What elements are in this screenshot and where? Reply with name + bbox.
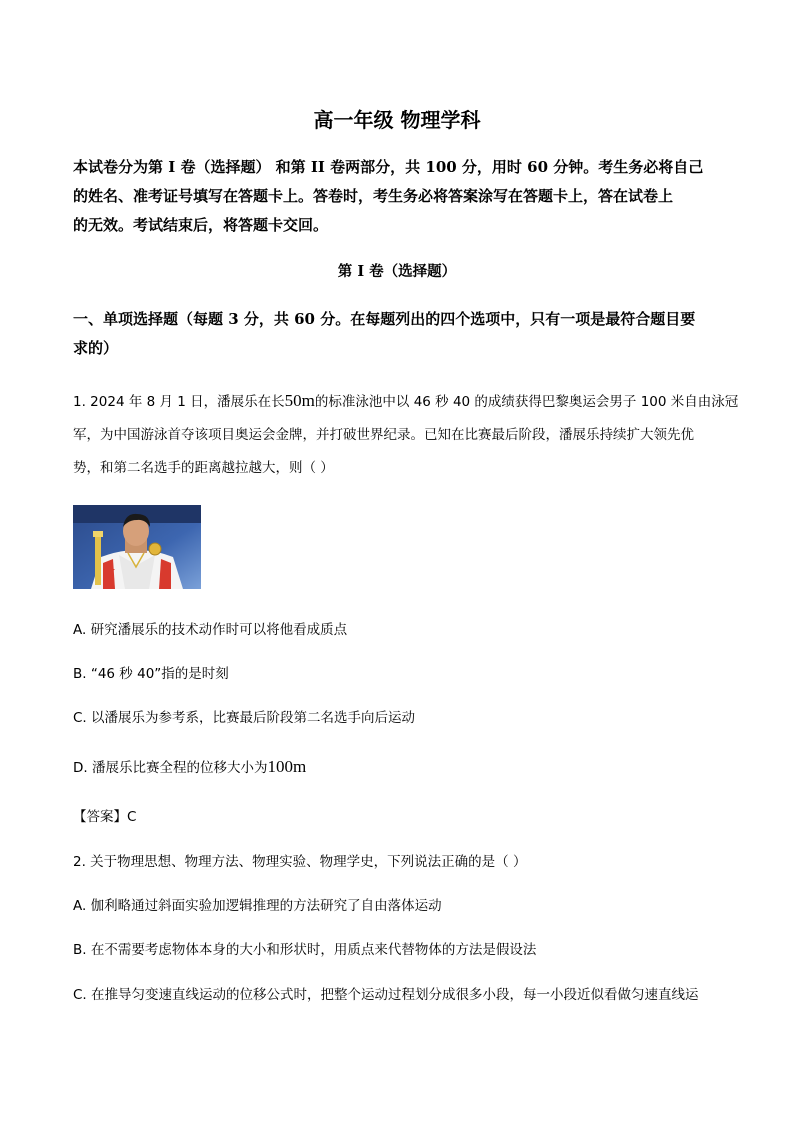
q1-line-1-part-b: 的标准泳池中以 46 秒 40 的成绩获得巴黎奥运会男子 100 米自由泳冠: [314, 394, 739, 410]
q2-stem: 2. 关于物理思想、物理方法、物理实验、物理学史，下列说法正确的是（ ）: [73, 854, 527, 870]
q2-option-a: A. 伽利略通过斜面实验加逻辑推理的方法研究了自由落体运动: [73, 898, 442, 914]
q1-math-50m: 50m: [284, 391, 315, 410]
section-header-line-1: 一、单项选择题（每题 3 分，共 60 分。在每题列出的四个选项中，只有一项是最符合题目要: [73, 310, 696, 328]
swimmer-photo-illustration: [73, 505, 201, 589]
q1-option-a: A. 研究潘展乐的技术动作时可以将他看成质点: [73, 622, 348, 638]
q1-line-1: [73, 391, 738, 412]
intro-line-2: 的姓名、准考证号填写在答题卡上。答卷时，考生务必将答案涂写在答题卡上，答在试卷上: [73, 187, 674, 205]
q2-option-c: C. 在推导匀变速直线运动的位移公式时，把整个运动过程划分成很多小段，每一小段近似看做匀速直线运: [73, 987, 699, 1003]
q1-option-d: [73, 757, 306, 778]
q1-option-d-text: D. 潘展乐比赛全程的位移大小为: [73, 760, 268, 776]
q1-line-1-part-a: 1. 2024 年 8 月 1 日，潘展乐在长: [73, 394, 285, 410]
part-title: 第 I 卷（选择题）: [337, 263, 457, 280]
q1-answer: 【答案】C: [73, 809, 137, 825]
q1-option-b: B. “46 秒 40”指的是时刻: [73, 666, 229, 682]
q1-math-100m: 100m: [267, 757, 307, 776]
section-header-line-2: 求的）: [73, 339, 119, 357]
intro-line-1: 本试卷分为第 I 卷（选择题） 和第 II 卷两部分，共 100 分，用时 60 分钟。考生务必将自己: [73, 158, 704, 176]
exam-title: 高一年级 物理学科: [313, 108, 481, 132]
intro-line-3: 的无效。考试结束后，将答题卡交回。: [73, 216, 329, 234]
q1-line-2: 军，为中国游泳首夺该项目奥运会金牌，并打破世界纪录。已知在比赛最后阶段，潘展乐持续扩大领先优: [73, 427, 694, 443]
swimmer-photo: [73, 505, 201, 589]
q2-option-b: B. 在不需要考虑物体本身的大小和形状时，用质点来代替物体的方法是假设法: [73, 942, 537, 958]
q1-line-3: 势，和第二名选手的距离越拉越大，则（ ）: [73, 460, 334, 476]
q1-option-c: C. 以潘展乐为参考系，比赛最后阶段第二名选手向后运动: [73, 710, 416, 726]
